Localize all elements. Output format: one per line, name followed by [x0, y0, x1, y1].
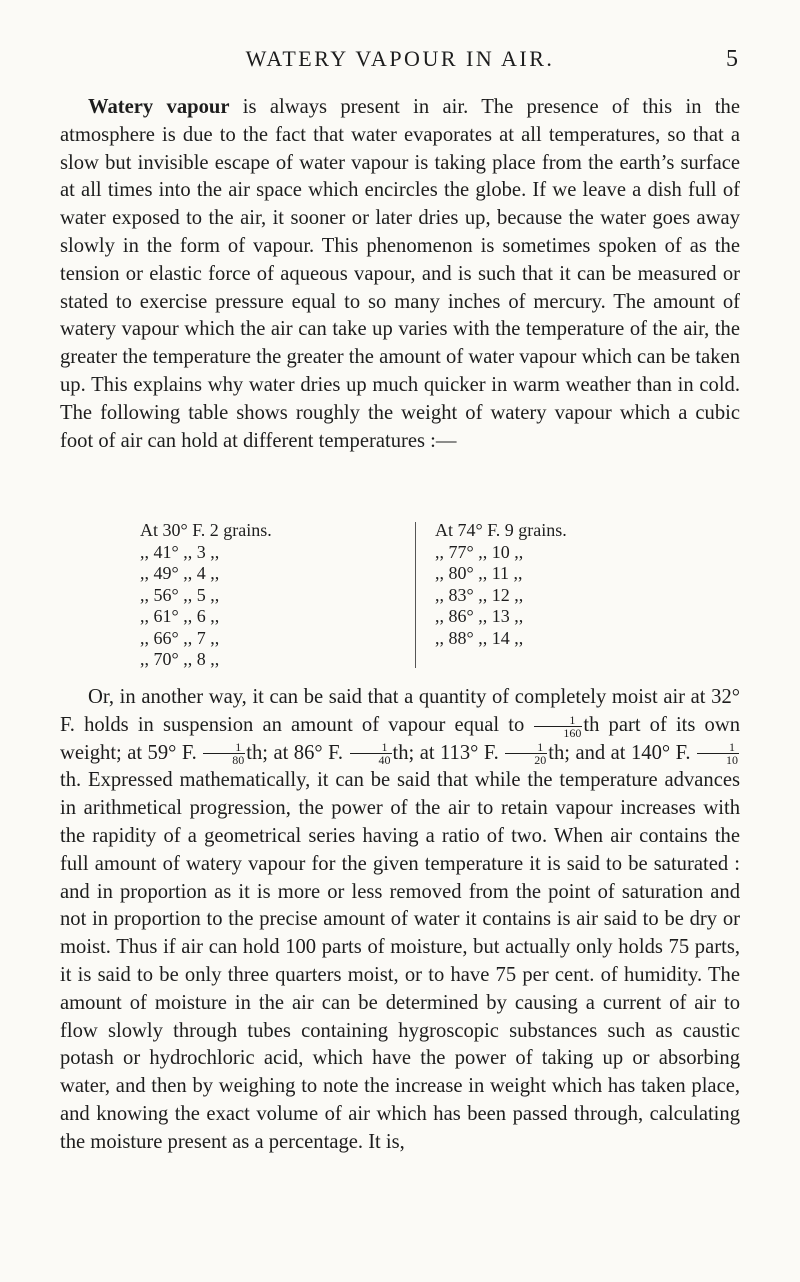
table-column-left: [140, 520, 272, 671]
table-row: ,, 66° ,, 7 ,,: [140, 627, 220, 648]
fraction-denominator: 80: [232, 753, 245, 768]
text-run: th. Expressed mathematically, it can be said that while the temperature advances in arithmetical progression, the power of the air to retain vapour increases with the rapidity of a geometrical series having a ratio of two. When air contains the full amount of watery vapour for the given temperature it is said to be saturated : and in proportion as it is more or less removed from the point of saturation and not in proportion to the precise amount of water it contains is air said to be dry or moist. Thus if air can hold 100 parts of moisture, but actually only holds 75 parts, it is said to be only three quarters moist, or to have 75 per cent. of humidity. The amount of moisture in the air can be determined by causing a current of air to flow slowly through tubes containing hygroscopic substances such as caustic potash or hydrochloric acid, which have the power of taking up or absorbing water, and then by weighing to note the increase in weight which has taken place, and knowing the exact volume of air which has been passed through, calculating the moisture present as a percentage. It is,: [60, 769, 740, 1153]
fraction-denominator: 20: [534, 753, 547, 768]
table-row: At 30° F. 2 grains.: [140, 520, 272, 540]
table-row: ,, 61° ,, 6 ,,: [140, 606, 220, 626]
table-row: ,, 83° ,, 12 ,,: [435, 584, 524, 605]
fraction: [505, 741, 547, 766]
fraction-numerator: 1: [203, 741, 245, 754]
text-run: th; and at 140° F.: [548, 741, 696, 764]
fraction: [534, 714, 582, 739]
table-row: ,, 88° ,, 14 ,,: [435, 627, 524, 648]
table-row: At 74° F. 9 grains.: [435, 520, 567, 540]
text-run: th; at 113° F.: [392, 741, 505, 764]
fraction-numerator: 1: [505, 741, 547, 754]
fraction: [697, 741, 739, 766]
paragraph-lead: Watery vapour: [88, 96, 230, 118]
fraction-denominator: 40: [378, 753, 391, 768]
table-divider: [415, 522, 416, 668]
paragraph-saturation: [60, 684, 740, 1157]
fraction-denominator: 10: [726, 753, 738, 768]
table-row: ,, 49° ,, 4 ,,: [140, 563, 220, 583]
fraction-denominator: 160: [563, 725, 582, 740]
vapour-weight-table: [140, 520, 680, 670]
table-row: ,, 56° ,, 5 ,,: [140, 584, 220, 605]
table-row: ,, 80° ,, 11 ,,: [435, 563, 523, 583]
table-row: ,, 86° ,, 13 ,,: [435, 606, 524, 626]
fraction: [203, 741, 245, 766]
running-head: [0, 46, 800, 76]
text-run: th; at 86° F.: [246, 741, 349, 764]
table-row: ,, 41° ,, 3 ,,: [140, 541, 220, 562]
text-run: th part of its own weight; at 59° F.: [60, 713, 740, 764]
paragraph-intro: [60, 94, 740, 455]
table-row: ,, 70° ,, 8 ,,: [140, 649, 220, 669]
running-title: WATERY VAPOUR IN AIR.: [245, 46, 555, 71]
fraction: [350, 741, 392, 766]
table-row: ,, 77° ,, 10 ,,: [435, 541, 524, 562]
table-column-right: [435, 520, 567, 649]
text-run: Or, in another way, it can be said that a quantity of completely moist air at 32° F. holds in suspension an amount of vapour equal to: [60, 686, 740, 736]
fraction-numerator: 1: [534, 714, 582, 727]
page-number: 5: [726, 46, 738, 72]
paragraph-intro-text: is always present in air. The presence of this in the atmosphere is due to the fact that water evaporates at all temperatures, so that a slow but invisible escape of water vapour is taking place from the earth’s surface at all times into the air space which encircles the globe. If we leave a dish full of water exposed to the air, it sooner or later dries up, because the water goes away slowly in the form of vapour. This phenomenon is sometimes spoken of as the tension or elastic force of aqueous vapour, and is such that it can be measured or stated to exercise pressure equal to so many inches of mercury. The amount of watery vapour which the air can take up varies with the temperature of the air, the greater the temperature the greater the amount of water vapour which can be taken up. This explains why water dries up much quicker in warm weather than in cold. The following table shows roughly the weight of watery vapour which a cubic foot of air can hold at different temperatures :—: [60, 96, 740, 452]
fraction-numerator: 1: [350, 741, 392, 754]
fraction-numerator: 1: [697, 741, 739, 754]
